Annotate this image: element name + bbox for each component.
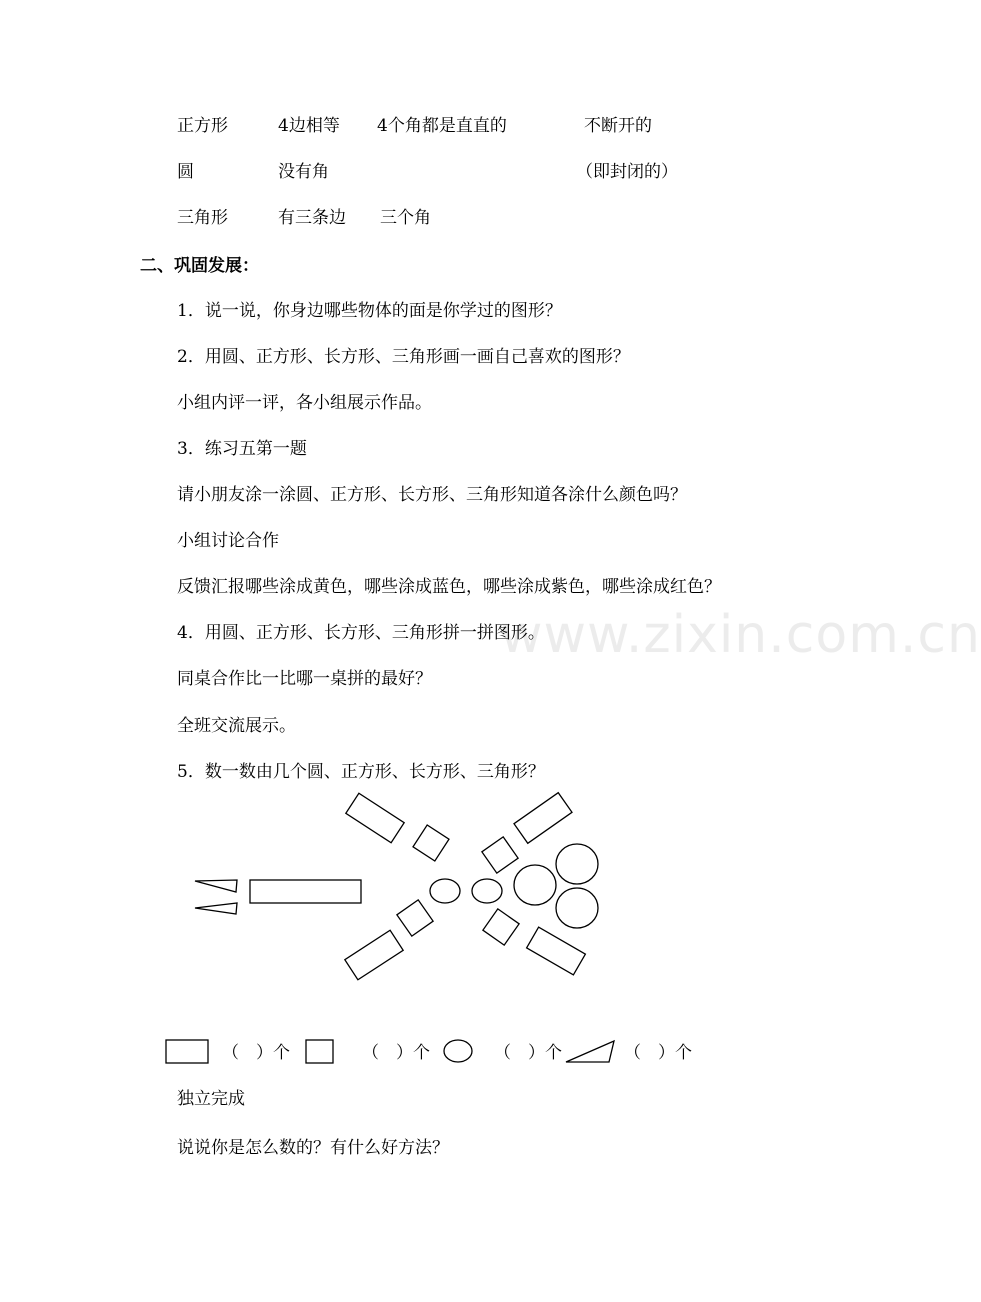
square-icon — [305, 1039, 335, 1065]
text-line: 小组讨论合作 — [177, 531, 279, 551]
text-line: 小组内评一评，各小组展示作品。 — [177, 393, 432, 413]
answer-blank[interactable]: （ ）个 — [494, 1043, 562, 1063]
circle-shape — [556, 888, 598, 928]
table-cell: 有三条边 — [278, 208, 346, 228]
circle-shape — [556, 844, 598, 884]
square-shape — [413, 825, 449, 861]
answer-blank[interactable]: （ ）个 — [362, 1043, 430, 1063]
rectangle-shape — [346, 793, 404, 843]
triangle-shape — [195, 903, 237, 914]
text-line: 3．练习五第一题 — [177, 439, 307, 459]
triangle-icon — [565, 1039, 617, 1063]
table-cell: 没有角 — [278, 162, 329, 182]
text-line: 说说你是怎么数的？有什么好方法？ — [177, 1138, 449, 1158]
square-shape — [483, 909, 519, 945]
text-line: 4．用圆、正方形、长方形、三角形拼一拼图形。 — [177, 623, 545, 643]
table-cell: 三角形 — [177, 208, 228, 228]
square-shape — [397, 900, 433, 936]
answer-blank[interactable]: （ ）个 — [222, 1043, 290, 1063]
answer-blank[interactable]: （ ）个 — [624, 1043, 692, 1063]
rectangle-shape — [527, 927, 586, 975]
text-line: 独立完成 — [177, 1089, 245, 1109]
table-cell: 圆 — [177, 162, 194, 182]
table-cell: 不断开的 — [584, 116, 652, 136]
circle-shape — [472, 879, 502, 903]
table-cell: 正方形 — [177, 116, 228, 136]
table-cell: 三个角 — [380, 208, 431, 228]
circle-shape — [430, 879, 460, 903]
rectangle-shape — [345, 930, 403, 980]
text-line: 请小朋友涂一涂圆、正方形、长方形、三角形知道各涂什么颜色吗？ — [177, 485, 687, 505]
text-line: 1．说一说，你身边哪些物体的面是你学过的图形？ — [177, 301, 562, 321]
square-shape — [482, 837, 518, 873]
table-cell: （即封闭的） — [576, 162, 678, 182]
rectangle-shape — [250, 880, 361, 903]
circle-icon — [442, 1039, 474, 1065]
rectangle-shape — [514, 793, 572, 844]
triangle-shape — [195, 880, 237, 892]
rectangle-icon — [165, 1039, 209, 1065]
table-cell: 4个角都是直直的 — [377, 116, 507, 136]
text-line: 同桌合作比一比哪一桌拼的最好？ — [177, 669, 432, 689]
text-line: 全班交流展示。 — [177, 716, 296, 736]
watermark: www.zixin.com.cn — [500, 605, 981, 665]
section-heading: 二、巩固发展： — [140, 256, 259, 276]
text-line: 反馈汇报哪些涂成黄色，哪些涂成蓝色，哪些涂成紫色，哪些涂成红色？ — [177, 577, 721, 597]
text-line: 2．用圆、正方形、长方形、三角形画一画自己喜欢的图形？ — [177, 347, 630, 367]
table-cell: 4边相等 — [278, 116, 340, 136]
circle-shape — [514, 865, 556, 905]
text-line: 5．数一数由几个圆、正方形、长方形、三角形？ — [177, 762, 545, 782]
